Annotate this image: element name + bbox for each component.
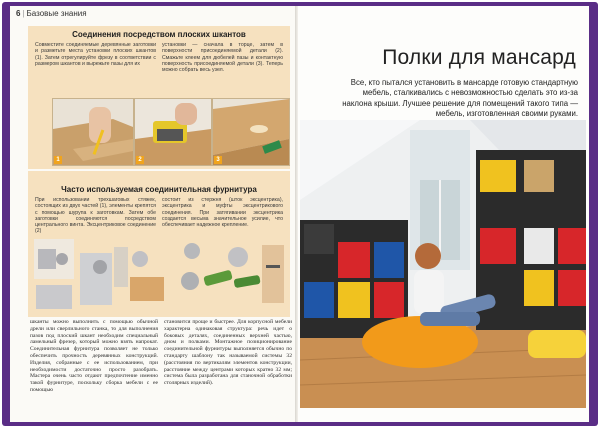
article-lead: Все, кто пытался установить в мансарде готовую стандартную мебель, сталкивались с невозможностью сделать это из-за наклона крыши. Лучшее решение для помещений такого типа — мебель, изготовленная своими руками.: [342, 78, 578, 119]
section-title: Базовые знания: [26, 9, 87, 18]
left-page: [10, 6, 297, 422]
body-text-col1: шканты можно выполнить с помощью обычной дрели или сверлильного станка, то для выполнения пазов под плоский шкант необходим специальный ламельный фрезер, который можно взять напрокат. Соединительная фурнитура позволяет не только обеспечить прочность деревянных конструкций. Изделия, собранные с ее использованием, при необходимости достаточно просто разобрать. Мастера очень часто отдают предпочтение именно такой фурнитуре, поскольку сборка мебели с ее помощью: [30, 319, 158, 393]
marking-photo-image: [53, 99, 133, 165]
step-photo-3: [212, 98, 290, 166]
step-badge: 2: [136, 156, 144, 164]
panel-text-col1: При использовании трехшаговых стяжек, состоящих из двух частей (1), элементы крепятся с помощью шурупа к заготовкам. Затем обе заготовки соединяются посредством центрального винта. Эксцентриковое соединение (2): [35, 197, 156, 235]
info-panel-hardware: [28, 171, 290, 317]
connector-hardware-image: [30, 237, 172, 313]
hardware-photo-eccentric: [174, 237, 288, 313]
step-badge: 1: [54, 156, 62, 164]
step-photo-1: [52, 98, 134, 166]
info-panel-biscuit-joints: [28, 26, 290, 169]
right-page: [298, 6, 589, 422]
page-number: 6: [16, 9, 21, 18]
attic-room-image: [300, 120, 586, 408]
hardware-photo-connectors: [30, 237, 172, 313]
biscuit-joiner-photo-image: [135, 99, 211, 165]
step-badge: 3: [214, 156, 222, 164]
body-text-col2: становится проще и быстрее. Для корпусной мебели характерна одинаковая структура: речь идет о боковых деталях, соединенных верхней частью, дном и полками. Монтажное позиционирование соединительной фурнитуры выполняется обычно по стандарту шаблону так называемой системы 32 (расстояния по вертикалям элементов конструкции, расстояние между центрами которых кратно 32 мм; система была разработана для станочной обработки столярных изделий).: [164, 319, 292, 387]
article-title: Полки для мансард: [382, 46, 576, 69]
eccentric-hardware-image: [174, 237, 288, 313]
panel-title: Соединения посредством плоских шкантов: [72, 30, 246, 39]
running-head: 6 | Базовые знания: [16, 9, 87, 18]
attic-shelves-photo: [300, 120, 586, 408]
step-photo-2: [134, 98, 212, 166]
panel-text-col2: состоит из стержня (шток эксцентрика), эксцентрика и муфты эксцентрикового соединения. При затягивании эксцентрика создается весьма значительное усилие, что обеспечивает надежное крепление.: [162, 197, 283, 229]
panel-title: Часто используемая соединительная фурнитура: [61, 185, 257, 194]
panel-text-col2: установки — сначала в торце, затем в поверхности присоединяемой детали (2). Смажьте клеем для дюбелей пазы и контактную поверхность присоединяемой детали (3). Теперь можно собрать весь узел.: [162, 42, 283, 74]
panel-text-col1: Совместите соединяемые деревянные заготовки и разметьте места установки плоских шкантов (1). Затем отрегулируйте фрезу в соответствии с размером шкантов и вырежьте пазы для их: [35, 42, 156, 67]
glue-photo-image: [213, 99, 289, 165]
